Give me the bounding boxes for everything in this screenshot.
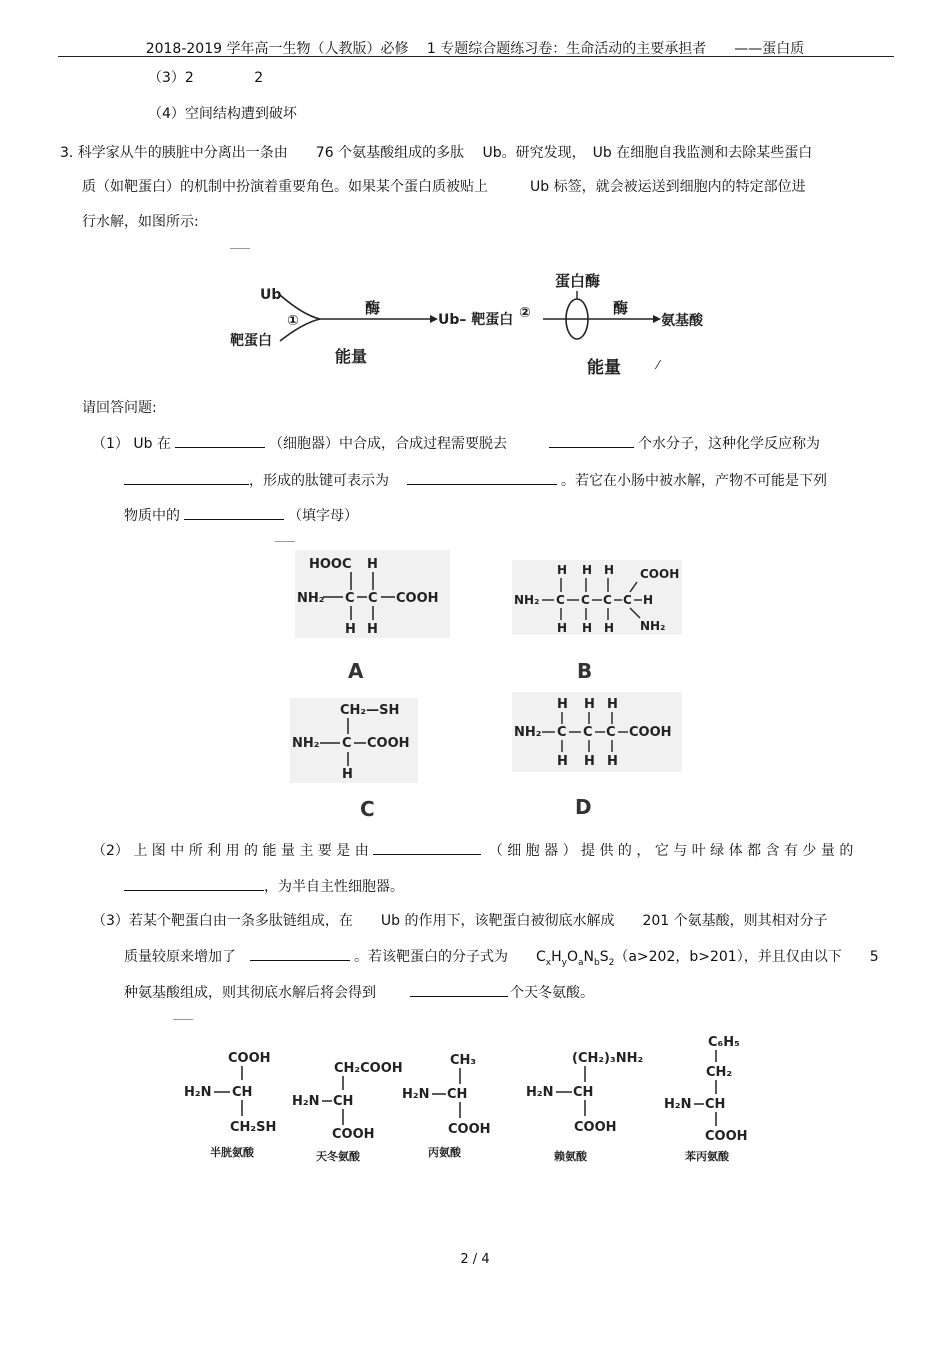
aa-label-lys: 赖氨酸 [554, 1150, 587, 1163]
answer-3: （3）2 2 [148, 70, 264, 86]
blank-water-count[interactable] [549, 433, 634, 448]
blank-reaction-name[interactable] [124, 470, 249, 485]
blank-shared-component[interactable] [124, 876, 264, 891]
svg-text:C: C [581, 593, 590, 607]
svg-text:(CH₂)₃NH₂: (CH₂)₃NH₂ [572, 1051, 644, 1066]
aa-label-ala: 丙氨酸 [428, 1146, 461, 1159]
svg-text:H: H [342, 767, 353, 782]
dash-mark [173, 1019, 193, 1020]
q3-line1: 3. 科学家从牛的胰脏中分离出一条由 76 个氨基酸组成的多肽 Ub。研究发现， Ub 在细胞自我监测和去除某些蛋白 [60, 145, 813, 161]
aa-label-phe: 苯丙氨酸 [685, 1150, 729, 1163]
q3-line3: 行水解，如图所示: [82, 214, 199, 230]
sub1-line1: （1） Ub 在 （细胞器）中合成，合成过程需要脱去 个水分子，这种化学反应称为 [92, 433, 820, 454]
svg-text:CH₂COOH: CH₂COOH [334, 1061, 403, 1076]
dash-mark [275, 541, 295, 542]
dash-mark [230, 248, 250, 249]
diag-enzyme1: 酶 [365, 299, 381, 317]
svg-text:COOH: COOH [640, 567, 680, 581]
molecule-b [512, 560, 687, 685]
svg-text:COOH: COOH [367, 736, 410, 751]
svg-text:C: C [345, 591, 355, 606]
svg-text:H: H [557, 697, 568, 712]
svg-text:CH: CH [447, 1087, 468, 1102]
page-number: 2 / 4 [460, 1252, 490, 1267]
svg-text:H: H [345, 622, 356, 637]
svg-text:⁄: ⁄ [657, 358, 660, 372]
svg-text:CH: CH [333, 1094, 354, 1109]
svg-text:H: H [604, 563, 615, 577]
diag-product: Ub– 靶蛋白 [438, 312, 514, 328]
svg-text:COOH: COOH [332, 1127, 375, 1142]
svg-text:C: C [603, 593, 612, 607]
blank-peptide-bond[interactable] [407, 470, 557, 485]
aa-label-cys: 半胱氨酸 [210, 1146, 254, 1159]
option-c-label: C [360, 797, 375, 821]
svg-text:CH: CH [232, 1085, 253, 1100]
svg-text:H: H [584, 754, 595, 769]
blank-letter[interactable] [184, 505, 284, 520]
svg-text:C: C [623, 593, 632, 607]
molecule-d [512, 692, 687, 822]
svg-text:H: H [367, 622, 378, 637]
svg-text:H: H [557, 563, 568, 577]
svg-text:H₂N: H₂N [402, 1087, 430, 1102]
diag-energy2: 能量 [587, 358, 621, 378]
svg-text:NH₂: NH₂ [297, 591, 325, 606]
blank-mass-increase[interactable] [250, 946, 350, 961]
svg-text:H: H [584, 697, 595, 712]
svg-text:NH₂: NH₂ [514, 725, 542, 740]
sub2-line2: ，为半自主性细胞器。 [124, 876, 404, 897]
svg-text:H₂N: H₂N [292, 1094, 320, 1109]
svg-text:H: H [604, 621, 615, 635]
svg-text:CH: CH [573, 1085, 594, 1100]
blank-organelle[interactable] [175, 433, 265, 448]
svg-text:C: C [557, 725, 567, 740]
svg-text:H: H [607, 754, 618, 769]
diag-step2: ② [519, 305, 531, 321]
svg-text:H: H [582, 563, 593, 577]
svg-text:H: H [643, 593, 654, 607]
svg-text:COOH: COOH [448, 1122, 491, 1137]
option-d-label: D [575, 795, 592, 819]
svg-text:NH₂: NH₂ [292, 736, 320, 751]
svg-text:C: C [583, 725, 593, 740]
svg-text:H: H [557, 621, 568, 635]
svg-text:CH₃: CH₃ [450, 1053, 477, 1068]
diag-energy1: 能量 [335, 347, 368, 366]
diag-enzyme2: 酶 [613, 299, 629, 317]
sub1-line3: 物质中的 （填字母） [124, 505, 358, 526]
diag-final: 氨基酸 [661, 313, 703, 329]
svg-text:C: C [342, 736, 352, 751]
diag-target: 靶蛋白 [230, 333, 272, 349]
svg-text:NH₂: NH₂ [514, 593, 540, 607]
svg-text:H: H [607, 697, 618, 712]
diag-step1: ① [287, 313, 299, 329]
svg-text:C₆H₅: C₆H₅ [708, 1035, 740, 1050]
answer-4: （4）空间结构遭到破坏 [148, 106, 297, 122]
page-header: 2018-2019 学年高一生物（人教版）必修 1 专题综合题练习卷：生命活动的主要承担者 ——蛋白质 [145, 41, 805, 57]
svg-text:C: C [606, 725, 616, 740]
molecule-c [290, 698, 430, 823]
ubiquitin-diagram [225, 265, 725, 380]
svg-text:NH₂: NH₂ [640, 619, 666, 633]
svg-text:H: H [582, 621, 593, 635]
svg-text:COOH: COOH [396, 591, 439, 606]
diag-protease: 蛋白酶 [555, 272, 601, 290]
svg-text:C: C [556, 593, 565, 607]
svg-text:COOH: COOH [574, 1120, 617, 1135]
svg-text:H₂N: H₂N [526, 1085, 554, 1100]
aa-label-asp: 天冬氨酸 [316, 1150, 360, 1163]
svg-text:C: C [368, 591, 378, 606]
sub3-line3: 种氨基酸组成，则其彻底水解后将会得到 个天冬氨酸。 [124, 982, 594, 1003]
q3-prompt: 请回答问题: [82, 400, 157, 416]
amino-acid-structures [180, 1032, 760, 1172]
diag-ub: Ub [260, 287, 282, 303]
svg-text:HOOC: HOOC [309, 557, 352, 572]
option-a-label: A [348, 659, 364, 683]
blank-energy-organelle[interactable] [373, 840, 481, 855]
svg-text:CH₂: CH₂ [706, 1065, 733, 1080]
svg-text:H₂N: H₂N [184, 1085, 212, 1100]
svg-text:COOH: COOH [629, 725, 672, 740]
svg-text:H₂N: H₂N [664, 1097, 692, 1112]
svg-text:COOH: COOH [705, 1129, 748, 1144]
sub2-line1: （2） 上 图 中 所 利 用 的 能 量 主 要 是 由 （ 细 胞 器 ） 提 供 的 ， 它 与 叶 绿 体 都 含 有 少 量 的 [92, 840, 853, 861]
sub3-line1: （3）若某个靶蛋白由一条多肽链组成，在 Ub 的作用下，该靶蛋白被彻底水解成 201 个氨基酸，则其相对分子 [92, 913, 828, 929]
svg-text:H: H [557, 754, 568, 769]
blank-aspartate-count[interactable] [410, 982, 508, 997]
option-b-label: B [577, 659, 593, 683]
svg-text:CH₂SH: CH₂SH [230, 1120, 277, 1135]
svg-text:COOH: COOH [228, 1051, 271, 1066]
svg-text:H: H [367, 557, 378, 572]
sub1-line2: ，形成的肽键可表示为 。若它在小肠中被水解，产物不可能是下列 [124, 470, 827, 491]
header-divider [58, 56, 894, 57]
sub3-line2: 质量较原来增加了 。若该靶蛋白的分子式为 $C_xH_yO_aN_bS_2(a>202$，b>201），并且仅由以下 5 [124, 946, 879, 973]
svg-text:CH₂—SH: CH₂—SH [340, 703, 400, 718]
svg-text:CH: CH [705, 1097, 726, 1112]
molecule-a [295, 550, 455, 685]
q3-line2: 质（如靶蛋白）的机制中扮演着重要角色。如果某个蛋白质被贴上 Ub 标签，就会被运送到细胞内的特定部位进 [82, 179, 806, 195]
